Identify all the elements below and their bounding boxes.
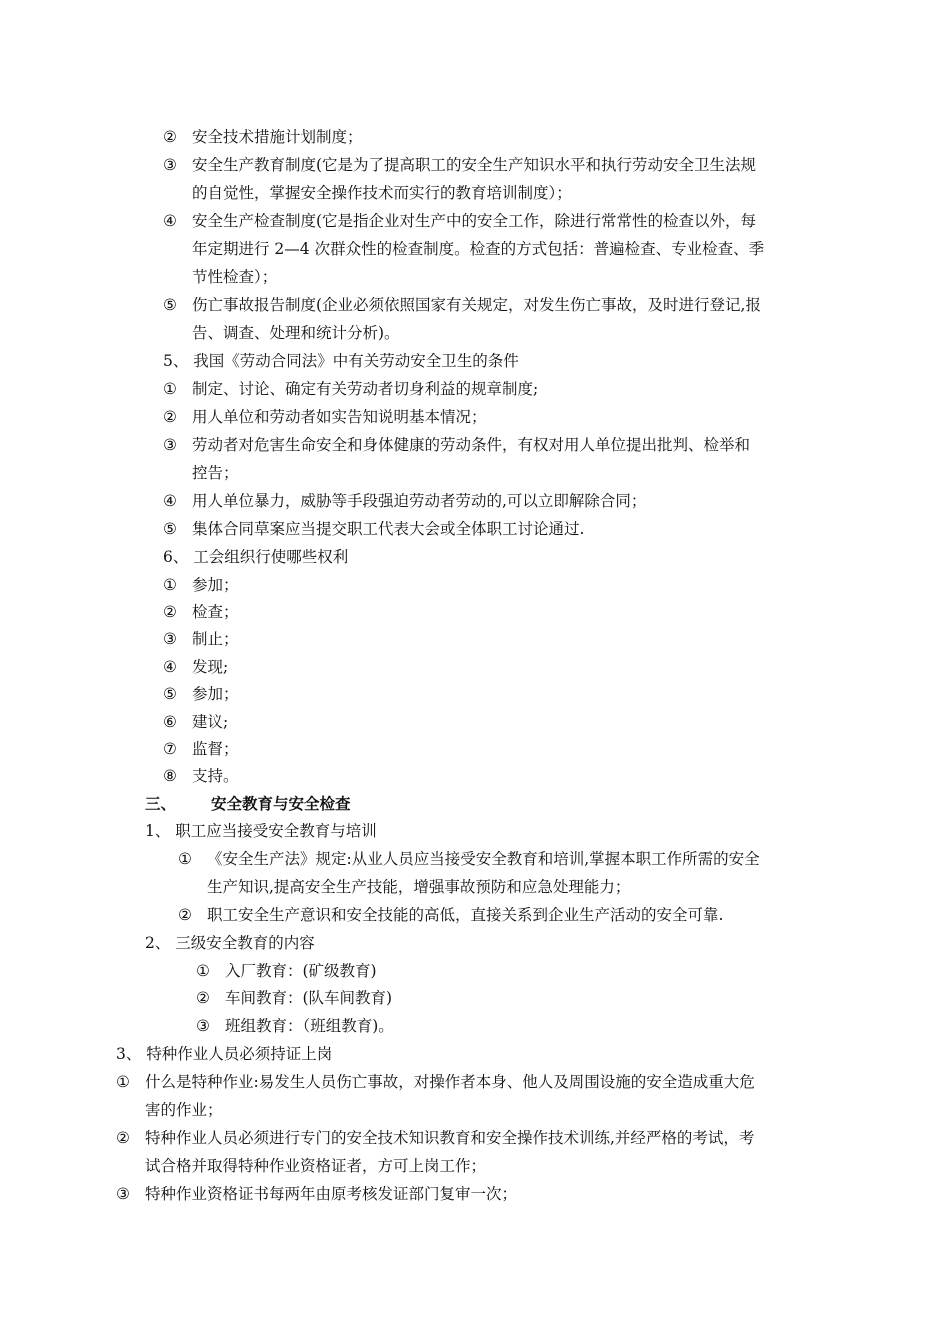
list-item: [178, 845, 760, 873]
item-text: 参加；: [192, 576, 239, 594]
item-text: 制止；: [192, 630, 239, 648]
list-item: [163, 625, 239, 653]
item-text: 伤亡事故报告制度(企业必须依照国家有关规定，对发生伤亡事故，及时进行登记,报: [192, 296, 761, 314]
item-text: 《安全生产法》规定:从业人员应当接受安全教育和培训,掌握本职工作所需的安全: [207, 850, 760, 868]
question-heading: 5、 我国《劳动合同法》中有关劳动安全卫生的条件: [163, 352, 519, 370]
item-marker: ③: [163, 630, 177, 648]
item-text: 建议;: [192, 713, 229, 731]
item-text: 特种作业人员必须进行专门的安全技术知识教育和安全操作技术训练,并经严格的考试，考: [145, 1129, 755, 1147]
list-item: [163, 598, 239, 626]
item-marker: ⑥: [163, 713, 177, 731]
list-item: [163, 207, 756, 235]
item-text-continued: 害的作业；: [145, 1101, 223, 1119]
item-marker: ⑤: [163, 520, 177, 538]
item-text-continued: 告、调查、处理和统计分析)。: [192, 324, 400, 342]
list-item: [196, 1012, 394, 1040]
item-text: 用人单位暴力，威胁等手段强迫劳动者劳动的,可以立即解除合同；: [192, 492, 647, 510]
list-item: [196, 957, 377, 985]
list-item: [178, 901, 723, 929]
list-item: [163, 515, 584, 543]
list-item: [163, 375, 538, 403]
item-marker: ④: [163, 492, 177, 510]
item-marker: ⑤: [163, 685, 177, 703]
item-text-continued: 年定期进行 2—4 次群众性的检查制度。检查的方式包括：普遍检查、专业检查、季: [192, 240, 765, 258]
item-text-continued: 试合格并取得特种作业资格证者，方可上岗工作；: [145, 1157, 487, 1175]
item-text: 监督；: [192, 740, 239, 758]
list-item: [163, 487, 646, 515]
list-item: [163, 680, 239, 708]
list-item: [163, 123, 363, 151]
list-item: [116, 1180, 517, 1208]
item-text-continued: 节性检查）；: [192, 268, 278, 286]
section-title: 安全教育与安全检查: [211, 794, 351, 813]
item-marker: ①: [196, 962, 210, 980]
item-text: 用人单位和劳动者如实告知说明基本情况；: [192, 408, 487, 426]
item-marker: ⑦: [163, 740, 177, 758]
item-text: 支持。: [192, 767, 239, 785]
item-text: 入厂教育：(矿级教育): [225, 962, 377, 980]
item-text-continued: 的自觉性，掌握安全操作技术而实行的教育培训制度）；: [192, 184, 572, 202]
list-item: [163, 762, 239, 790]
item-text-continued: 控告；: [192, 464, 239, 482]
subsection-heading: 2、 三级安全教育的内容: [145, 934, 315, 952]
subsection-heading: 1、 职工应当接受安全教育与培训: [145, 822, 377, 840]
item-text: 什么是特种作业:易发生人员伤亡事故，对操作者本身、他人及周围设施的安全造成重大危: [145, 1073, 755, 1091]
item-text: 职工安全生产意识和安全技能的高低，直接关系到企业生产活动的安全可靠.: [207, 906, 724, 924]
list-item: [116, 1068, 755, 1096]
section-heading: [145, 790, 351, 818]
list-item: [163, 653, 228, 681]
list-item: [163, 571, 239, 599]
item-marker: ⑤: [163, 296, 177, 314]
item-text: 集体合同草案应当提交职工代表大会或全体职工讨论通过.: [192, 520, 585, 538]
item-marker: ②: [116, 1129, 130, 1147]
item-text: 发现;: [192, 658, 229, 676]
item-marker: ①: [116, 1073, 130, 1091]
item-marker: ②: [178, 906, 192, 924]
item-text: 制定、讨论、确定有关劳动者切身利益的规章制度;: [192, 380, 539, 398]
item-marker: ②: [163, 603, 177, 621]
item-marker: ③: [163, 156, 177, 174]
list-item: [196, 984, 392, 1012]
item-marker: ①: [163, 576, 177, 594]
item-text: 车间教育：(队车间教育): [225, 989, 393, 1007]
item-marker: ③: [116, 1185, 130, 1203]
item-marker: ③: [163, 436, 177, 454]
item-text: 检查；: [192, 603, 239, 621]
item-marker: ③: [196, 1017, 210, 1035]
list-item: [163, 431, 750, 459]
list-item: [116, 1124, 754, 1152]
item-text: 特种作业资格证书每两年由原考核发证部门复审一次；: [145, 1185, 518, 1203]
item-marker: ④: [163, 658, 177, 676]
section-number: 三、: [145, 794, 177, 813]
list-item: [163, 291, 761, 319]
item-text-continued: 生产知识,提高安全生产技能，增强事故预防和应急处理能力；: [207, 878, 631, 896]
item-text: 安全生产检查制度(它是指企业对生产中的安全工作，除进行常常性的检查以外，每: [192, 212, 757, 230]
item-text: 安全技术措施计划制度；: [192, 128, 363, 146]
item-marker: ②: [196, 989, 210, 1007]
item-marker: ①: [163, 380, 177, 398]
question-heading: 6、 工会组织行使哪些权利: [163, 548, 349, 566]
item-text: 劳动者对危害生命安全和身体健康的劳动条件，有权对用人单位提出批判、检举和: [192, 436, 751, 454]
item-text: 参加；: [192, 685, 239, 703]
subsection-heading: 3、 特种作业人员必须持证上岗: [116, 1045, 333, 1063]
list-item: [163, 403, 487, 431]
item-marker: ②: [163, 408, 177, 426]
list-item: [163, 735, 239, 763]
item-marker: ⑧: [163, 767, 177, 785]
item-marker: ④: [163, 212, 177, 230]
item-marker: ①: [178, 850, 192, 868]
item-text: 安全生产教育制度(它是为了提高职工的安全生产知识水平和执行劳动安全卫生法规: [192, 156, 757, 174]
list-item: [163, 708, 228, 736]
item-marker: ②: [163, 128, 177, 146]
item-text: 班组教育：（班组教育)。: [225, 1017, 394, 1035]
list-item: [163, 151, 756, 179]
